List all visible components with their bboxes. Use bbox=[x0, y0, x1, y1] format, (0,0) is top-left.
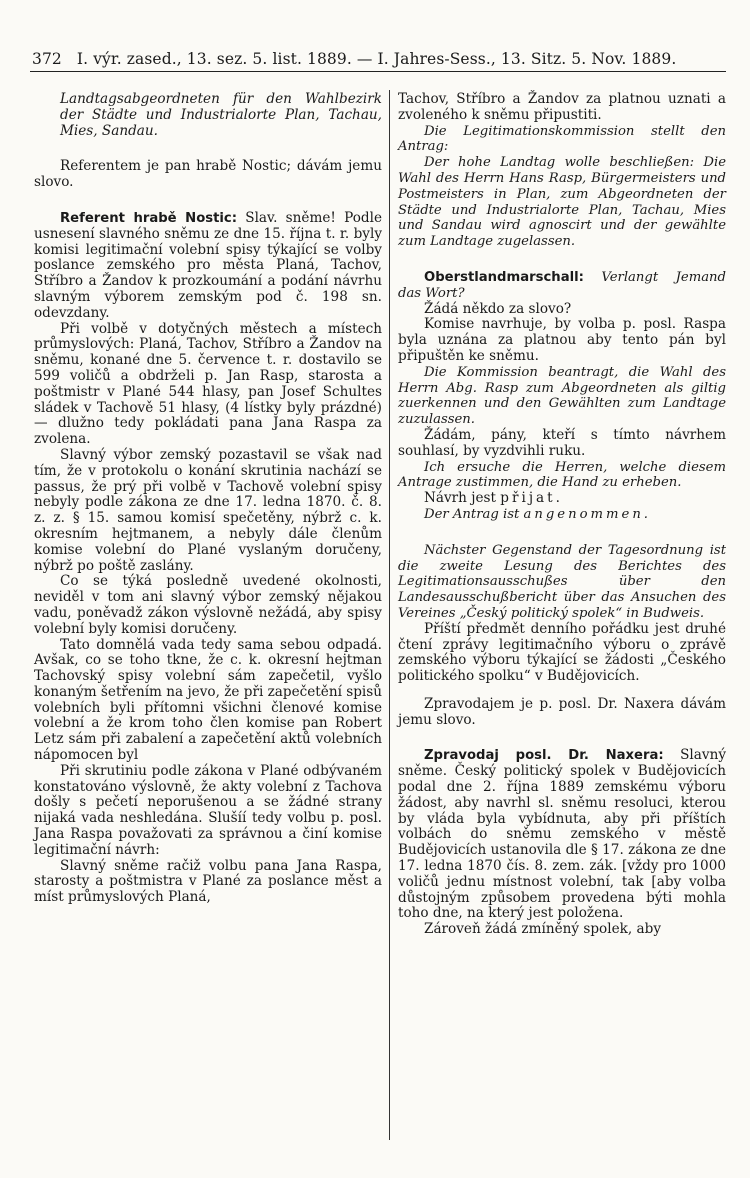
right-column bbox=[398, 92, 726, 938]
paragraph bbox=[398, 491, 726, 507]
paragraph: Zpravodajem je p. posl. Dr. Naxera dávám jemu slovo. bbox=[398, 695, 726, 728]
paragraph: Ich ersuche die Herren, welche diesem Antrage zustimmen, die Hand zu erheben. bbox=[398, 459, 726, 491]
text-fragment: Der Antrag ist bbox=[424, 506, 524, 522]
page-number: 372 bbox=[32, 50, 62, 68]
paragraph: Co se týká posledně uvedené okolnosti, neviděl v tom ani slavný výbor zemský nějakou vadu, poněvadž zákon výslovně nežádá, aby spisy volební byly komisi doručeny. bbox=[34, 573, 382, 637]
paragraph bbox=[34, 211, 382, 322]
speaker-name: Referent hrabě Nostic: bbox=[60, 210, 238, 226]
page-header bbox=[32, 50, 724, 68]
spaced-text: angenommen. bbox=[523, 506, 652, 522]
speech-text: Slavný sněme. Český politický spolek v Budějovicích podal dne 2. října 1889 zemskému výboru žádost, aby navrhl sl. sněmu resoluci, kterou by vláda byla vybídnuta, aby při příštích volbách do sněmu zemského v městě Budějovicích ustanovila dle § 17. zákona ze dne 17. ledna 1870 čís. 8. zem. zák. [vždy pro 1000 voličů jednu místnost volební, tak [aby volba důstojným způsobem provedena býti mohla toho dne, na který jest položena. bbox=[398, 747, 727, 922]
column-divider bbox=[389, 90, 390, 1140]
paragraph: Landtagsabgeordneten für den Wahlbezirk der Städte und Industrialorte Plan, Tachau, Mies, Sandau. bbox=[60, 91, 382, 139]
paragraph: Die Legitimationskommission stellt den Antrag: bbox=[398, 123, 726, 155]
paragraph bbox=[398, 270, 726, 302]
spaced-text: přijat. bbox=[500, 490, 563, 507]
paragraph: Nächster Gegenstand der Tagesordnung ist die zweite Lesung des Berichtes des Legitimationsausschußes über den Landesausschußbericht über das Ansuchen des Vereines „Český politický spolek“ in Budweis. bbox=[398, 542, 726, 621]
text-fragment: Návrh jest bbox=[424, 490, 501, 507]
left-column bbox=[34, 92, 382, 906]
paragraph: Tachov, Stříbro a Žandov za platnou uznati a zvoleného k sněmu připustiti. bbox=[398, 91, 726, 123]
paragraph: Žádá někdo za slovo? bbox=[424, 300, 572, 317]
speech-text: Slav. sněme! Podle usnesení slavného sněmu ze dne 15. října t. r. byly komisi legitimační volební spisy týkající se volby poslance zemského pro města Planá, Tachov, Stříbro a Žandov k prozkoumání a podání návrhu slavným výborem zemským pod č. 198 sn. odevzdany. bbox=[34, 209, 382, 321]
paragraph: Žádám, pány, kteří s tímto návrhem souhlasí, by vyzdvihli ruku. bbox=[398, 426, 726, 459]
paragraph: Při volbě v dotyčných městech a místech průmyslových: Planá, Tachov, Stříbro a Žandov na sněmu, konané dne 5. července t. r. dostavilo se 599 voličů a obdrželi p. Jan Rasp, starosta a poštmistr v Plané 544 hlasy, pan Josef Schultes sládek v Tachově 51 hlasy, (4 lístky byly prázdné) — dlužno tedy pokládati pana Jana Raspa za zvolena. bbox=[34, 320, 382, 448]
speaker-name: Zpravodaj posl. Dr. Naxera: bbox=[424, 748, 664, 764]
paragraph: Komise navrhuje, by volba p. posl. Raspa byla uznána za platnou aby tento pán byl připuštěn ke sněmu. bbox=[398, 316, 726, 364]
paragraph: Zároveň žádá zmíněný spolek, aby bbox=[424, 921, 662, 938]
paragraph: Tato domnělá vada tedy sama sebou odpadá. Avšak, co se toho tkne, že c. k. okresní hejtman Tachovský spisy volební sám zapečetil, vyšlo konaným šetřením na jevo, že při zapečetění spisů volebních byli přítomni všichni členové komise volební a že krom toho člen komise pan Robert Letz sám při zabalení a zapečetění aktů volebních nápomocen byl bbox=[34, 636, 382, 764]
header-title: I. výr. zased., 13. sez. 5. list. 1889. — I. Jahres-Sess., 13. Sitz. 5. Nov. 1889. bbox=[76, 50, 677, 68]
paragraph bbox=[398, 748, 726, 922]
paragraph: Die Kommission beantragt, die Wahl des Herrn Abg. Rasp zum Abgeordneten als giltig zuerkennen und den Gewählten zum Landtage zuzulassen. bbox=[398, 364, 726, 428]
paragraph: Při skrutiniu podle zákona v Plané odbývaném konstatováno výslovně, že akty volební z Tachova došly s pečetí neporušenou a se žádné strany nijaká vada neshledána. Slušíí tedy volbu p. posl. Jana Raspa považovati za správnou a činí komise legitimační návrh: bbox=[34, 762, 382, 858]
speaker-name: Oberstlandmarschall: bbox=[424, 269, 584, 285]
paragraph: Der hohe Landtag wolle beschließen: Die Wahl des Herrn Hans Rasp, Bürgermeisters und Postmeisters in Plan, zum Abgeordneten der Städte und Industrialorte Plan, Tachau, Mies und Sandau wird agnoscirt und der gewählte zum Landtage zugelassen. bbox=[398, 155, 726, 250]
paragraph: Příští předmět denního pořádku jest druhé čtení zprávy legitimačního výboru o zprávě zemského výboru týkající se žádosti „Českého politického spolku“ v Budějovicích. bbox=[398, 620, 726, 685]
paragraph: Slavný sněme račiž volbu pana Jana Raspa, starosty a poštmistra v Plané za poslance měst a míst průmyslových Planá, bbox=[34, 857, 382, 906]
paragraph: Slavný výbor zemský pozastavil se však nad tím, že v protokolu o konání skrutinia nachází se passus, že prý při volbě v Tachově volební spisy nebyly podle zákona ze dne 17. ledna 1870. č. 8. z. z. § 15. samou komisí spečetěny, nýbrž c. k. okresním hejtmanem, a nebyly dále členům komise volební do Plané vyslaným doručeny, nýbrž po poště zaslány. bbox=[34, 446, 382, 574]
paragraph bbox=[398, 507, 726, 523]
speech-text: Verlangt Jemand das Wort? bbox=[398, 269, 726, 301]
header-rule bbox=[30, 71, 726, 72]
paragraph: Referentem je pan hrabě Nostic; dávám jemu slovo. bbox=[34, 158, 382, 191]
